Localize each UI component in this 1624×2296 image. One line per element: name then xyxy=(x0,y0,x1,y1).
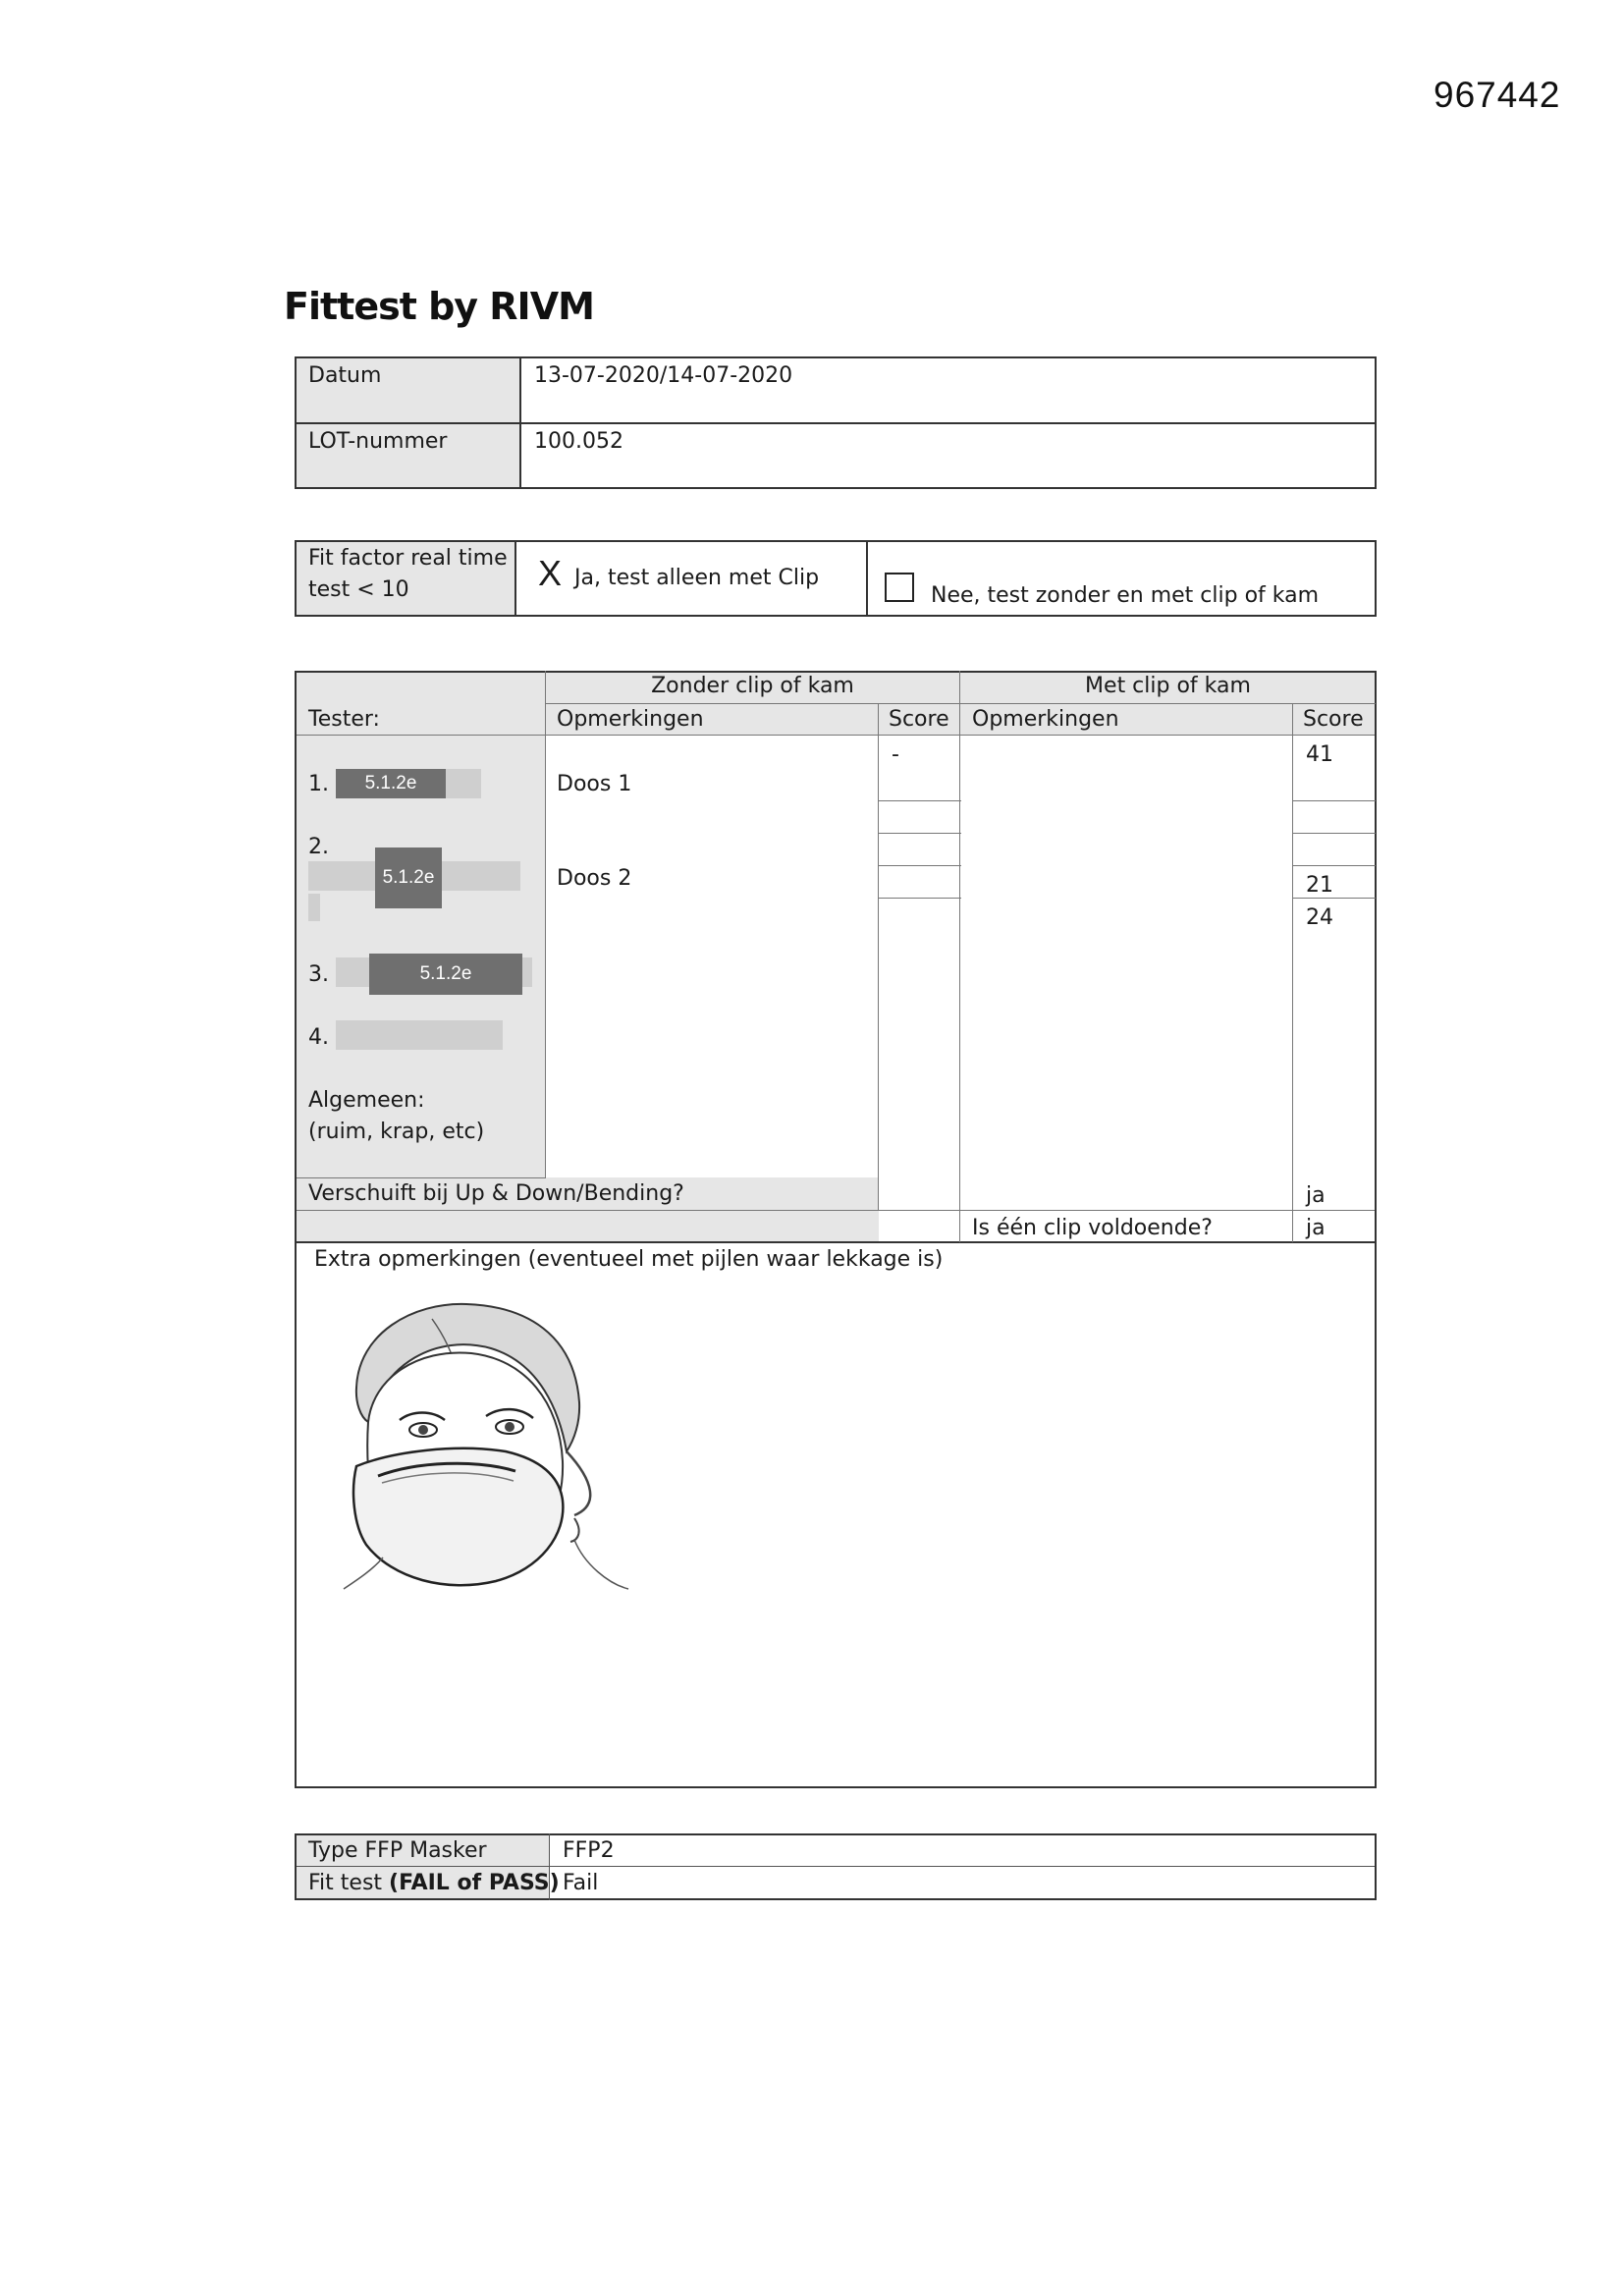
score-with-3: 24 xyxy=(1306,905,1333,930)
col-header-score-without: Score xyxy=(889,707,949,732)
tester-3-redaction: 5.1.2e xyxy=(369,954,522,995)
score-with-1: 41 xyxy=(1306,742,1333,767)
fitfactor-label-line1: Fit factor real time xyxy=(308,546,508,571)
group-header-without-clip: Zonder clip of kam xyxy=(651,674,854,698)
option-no-label: Nee, test zonder en met clip of kam xyxy=(931,583,1320,608)
document-number: 967442 xyxy=(1434,75,1561,115)
col-header-remarks-without: Opmerkingen xyxy=(557,707,704,732)
fit-test-label xyxy=(308,1873,560,1894)
checked-x-mark: X xyxy=(538,553,563,593)
tester-1-remark: Doos 1 xyxy=(557,772,632,796)
tester-4-number: 4. xyxy=(308,1025,329,1050)
mask-type-value: FFP2 xyxy=(563,1838,615,1863)
unchecked-checkbox-icon xyxy=(885,573,914,602)
datum-value: 13-07-2020/14-07-2020 xyxy=(534,363,793,388)
datum-label: Datum xyxy=(308,363,382,388)
clip-answer: ja xyxy=(1306,1216,1326,1240)
general-label: Algemeen: xyxy=(308,1088,425,1113)
tester-2-number: 2. xyxy=(308,835,329,859)
lot-value: 100.052 xyxy=(534,429,623,454)
fitfactor-label-line2: test < 10 xyxy=(308,577,409,602)
tester-1-number: 1. xyxy=(308,772,329,796)
tester-3-number: 3. xyxy=(308,962,329,987)
fit-test-value: Fail xyxy=(563,1871,599,1895)
lot-label: LOT-nummer xyxy=(308,429,448,454)
page-title: Fittest by RIVM xyxy=(284,285,594,328)
tester-4-redaction xyxy=(336,1020,503,1050)
mask-type-label: Type FFP Masker xyxy=(308,1838,487,1863)
tester-1-redaction: 5.1.2e xyxy=(336,769,446,798)
clip-question: Is één clip voldoende? xyxy=(972,1216,1213,1240)
fit-test-label-bold: (FAIL of PASS) xyxy=(389,1871,560,1895)
extra-remarks-label: Extra opmerkingen (eventueel met pijlen waar lekkage is) xyxy=(314,1247,944,1272)
option-yes-label: Ja, test alleen met Clip xyxy=(574,566,820,590)
col-header-score-with: Score xyxy=(1303,707,1364,732)
group-header-with-clip: Met clip of kam xyxy=(1085,674,1251,698)
col-header-tester: Tester: xyxy=(308,707,380,732)
shift-answer: ja xyxy=(1306,1183,1326,1208)
tester-2-remark: Doos 2 xyxy=(557,866,632,891)
shift-question: Verschuift bij Up & Down/Bending? xyxy=(308,1181,684,1206)
score-with-2: 21 xyxy=(1306,873,1333,898)
score-without-1: - xyxy=(892,742,899,767)
general-hint: (ruim, krap, etc) xyxy=(308,1120,485,1144)
col-header-remarks-with: Opmerkingen xyxy=(972,707,1119,732)
fit-test-label-prefix: Fit test xyxy=(308,1871,390,1895)
face-mask-illustration xyxy=(339,1294,633,1599)
tester-2-redaction: 5.1.2e xyxy=(375,847,442,908)
